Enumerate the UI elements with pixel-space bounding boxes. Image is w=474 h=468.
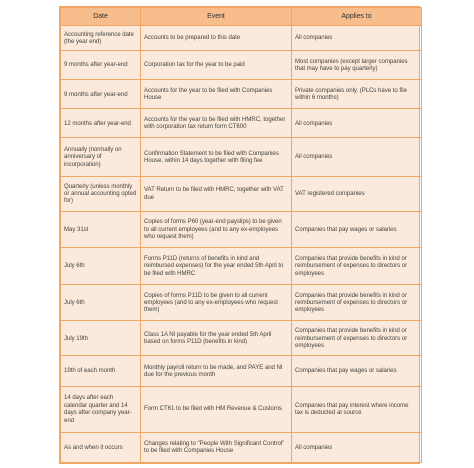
cell-applies-to: All companies — [292, 432, 422, 462]
deadlines-grid — [60, 7, 422, 463]
cell-date: As and when it occurs — [61, 432, 141, 462]
cell-event: Copies of forms P60 (year-end payslips) to be given to all current employees (and to any ex-employees who request them) — [141, 211, 292, 247]
cell-applies-to: Private companies only. (PLCs have to file within 6 months) — [292, 80, 422, 109]
cell-date: July 6th — [61, 247, 141, 284]
cell-event: Forms P11D (returns of benefits in kind and reimbursed expenses) for the year ended 5th April to be filed with HMRC — [141, 247, 292, 284]
cell-applies-to: All companies — [292, 109, 422, 138]
header-row — [61, 8, 422, 26]
table-header — [61, 8, 422, 26]
cell-date: Annually (normally on anniversary of incorporation) — [61, 138, 141, 176]
cell-applies-to: Companies that pay wages or salaries — [292, 211, 422, 247]
cell-event: Changes relating to "People With Significant Control" to be filed with Companies House — [141, 432, 292, 462]
cell-applies-to: All companies — [292, 138, 422, 176]
header-applies-to: Applies to — [292, 8, 422, 26]
cell-applies-to: Companies that provide benefits in kind or reimbursement of expenses to directors or employees — [292, 321, 422, 356]
cell-event: VAT Return to be filed with HMRC, together with VAT due — [141, 176, 292, 211]
cell-date: Accounting reference date (the year end) — [61, 26, 141, 51]
table-row — [61, 80, 422, 109]
table-row — [61, 176, 422, 211]
table-row — [61, 247, 422, 284]
cell-applies-to: Companies that provide benefits in kind or reimbursement of expenses to directors or employees — [292, 247, 422, 284]
table-body — [61, 26, 422, 463]
cell-date: July 19th — [61, 321, 141, 356]
cell-event: Corporation tax for the year to be paid — [141, 51, 292, 80]
table-row — [61, 356, 422, 386]
table-row — [61, 285, 422, 321]
table-row — [61, 51, 422, 80]
cell-event: Class 1A NI payable for the year ended 5th April based on forms P11D (benefits in kind) — [141, 321, 292, 356]
cell-applies-to: VAT registered companies — [292, 176, 422, 211]
cell-event: Monthly payroll return to be made, and PAYE and NI due for the previous month — [141, 356, 292, 386]
header-date: Date — [61, 8, 141, 26]
cell-date: July 6th — [61, 285, 141, 321]
cell-date: Quarterly (unless monthly or annual accounting opted for) — [61, 176, 141, 211]
cell-event: Copies of forms P11D to be given to all current employees (and to any ex-employees who request them) — [141, 285, 292, 321]
cell-applies-to: Companies that pay interest where income tax is deducted at source — [292, 386, 422, 432]
header-event: Event — [141, 8, 292, 26]
table-row — [61, 26, 422, 51]
table-row — [61, 386, 422, 432]
cell-date: 9 months after year-end — [61, 51, 141, 80]
cell-date: 12 months after year-end — [61, 109, 141, 138]
table-row — [61, 109, 422, 138]
cell-event: Confirmation Statement to be filed with Companies House, within 14 days together with filing fee — [141, 138, 292, 176]
cell-applies-to: Most companies (except larger companies that may have to pay quarterly) — [292, 51, 422, 80]
cell-event: Accounts for the year to be filed with Companies House — [141, 80, 292, 109]
deadlines-table — [59, 6, 420, 464]
cell-applies-to: All companies — [292, 26, 422, 51]
cell-date: 14 days after each calendar quarter and 14 days after company year-end — [61, 386, 141, 432]
cell-applies-to: Companies that pay wages or salaries — [292, 356, 422, 386]
cell-event: Accounts for the year to be filed with HMRC, together with corporation tax return form CT600 — [141, 109, 292, 138]
cell-date: 19th of each month — [61, 356, 141, 386]
cell-date: 9 months after year-end — [61, 80, 141, 109]
cell-date: May 31st — [61, 211, 141, 247]
table-row — [61, 321, 422, 356]
cell-event: Accounts to be prepared to this date — [141, 26, 292, 51]
cell-event: Form CT61 to be filed with HM Revenue & Customs — [141, 386, 292, 432]
table-row — [61, 138, 422, 176]
cell-applies-to: Companies that provide benefits in kind or reimbursement of expenses to directors or employees — [292, 285, 422, 321]
table-row — [61, 211, 422, 247]
table-row — [61, 432, 422, 462]
